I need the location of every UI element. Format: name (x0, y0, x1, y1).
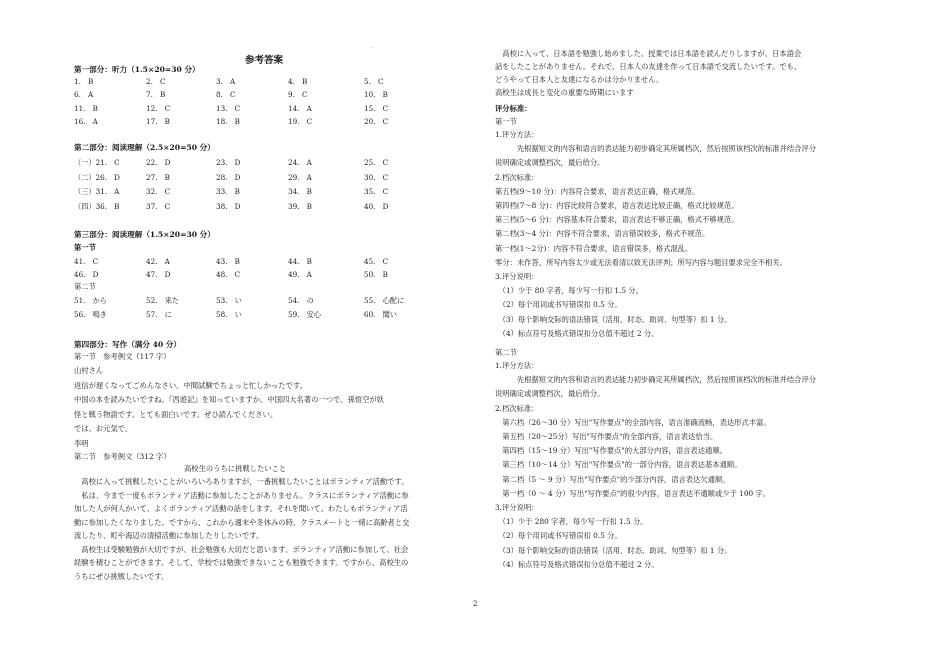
answer-cell: 41. C (74, 257, 99, 266)
part4-section1-label: 第一节 参考例文（117 字） (74, 352, 171, 361)
text-line: 第六档（26～30 分）写出"写作要点"的全部内容，语言准确流畅，表达形式丰富。 (495, 417, 771, 427)
answer-cell: 33. B (216, 187, 240, 196)
answer-cell: 55. 心配に (364, 296, 405, 305)
part3-section2-label: 第二节 (74, 282, 96, 291)
answer-cell: 35. C (364, 187, 389, 196)
part1-heading: 第一部分：听力（1.5×20=30 分） (74, 65, 200, 74)
answer-cell: 43. B (216, 257, 240, 266)
answer-cell: （四）36. B (74, 201, 120, 211)
text-line: 3.评分说明： (495, 272, 539, 281)
text-line: 2.档次标准： (495, 403, 539, 413)
text-line: （4）标点符号及格式错误扣分总值不超过 2 分。 (495, 328, 659, 338)
criteria-section2-label: 第二节 (495, 348, 517, 357)
text-line: 怪と戦う物語です。とても面白いです。ぜひ読んでください。 (74, 409, 278, 419)
part4-section2-label: 第二节 参考例文（312 字） (74, 452, 171, 461)
answer-cell: 30. C (364, 172, 389, 182)
text-line: （3）每个影响交际的语法错误（活用、时态、助词、句型等）扣 1 分。 (495, 314, 732, 324)
answer-cell: 18. B (216, 116, 240, 126)
answer-cell: 17. B (146, 116, 170, 126)
answer-cell: 53. い (216, 296, 242, 305)
text-line: 経験を積むことができます。そして、学校では勉強できないことも勉強できます。ですから、高校生の (74, 558, 409, 567)
text-line: 1.评分方法： (495, 361, 539, 370)
answer-cell: 58. い (216, 310, 242, 319)
answer-cell: 9. C (288, 90, 308, 100)
text-line: 第四档（15～19 分）写出"写作要点"的大部分内容，语言表达通顺。 (495, 446, 727, 456)
answer-cell: 56. 鳴き (74, 310, 107, 319)
answer-cell: 57. に (146, 310, 172, 319)
text-line: 私は、今まで一度もボランティア活動に参加したことがありません。クラスにボランティア活動に参 (74, 490, 409, 500)
answer-cell: 40. D (364, 201, 389, 211)
text-line: （2）每个用词或书写错误扣 0.5 分。 (495, 531, 622, 541)
answer-cell: 19. C (288, 116, 313, 126)
text-line: どうやって日本人と友達になるかは分かりません。 (495, 75, 664, 84)
answer-cell: 60. 聞い (364, 310, 397, 319)
answer-cell: （二）26. D (74, 172, 120, 182)
text-line: 先根据短文的内容和语言的表达能力初步确定其所属档次，然后按照该档次的标准并结合评分 (495, 144, 817, 154)
text-line: では、お元気で。 (74, 424, 133, 433)
answer-cell: 59. 安心 (288, 310, 321, 319)
text-line: 第五档（20～25分）写出"写作要点"的全部内容，语言表达恰当。 (495, 432, 718, 441)
text-line: 流したり、町や海辺の清掃活動に参加したりしたいです。 (74, 531, 264, 540)
answer-cell: 49. A (288, 270, 312, 280)
answer-cell: 23. D (216, 158, 241, 167)
part4-heading: 第四部分：写作（满分 40 分） (74, 340, 181, 349)
text-line: 第一档(1～2分)：内容不符合要求，语言错误多，格式混乱。 (495, 243, 693, 253)
answer-cell: 51. から (74, 296, 107, 305)
answer-cell: 38. D (216, 201, 241, 211)
answer-cell: 27. B (146, 172, 170, 182)
criteria-section1-label: 第一节 (495, 117, 517, 126)
text-line: 说明确定或调整档次，最后给分。 (495, 389, 605, 399)
text-line: 零分：未作答，所写内容太少或无法看清以致无法评判；所写内容与题目要求完全不相关。 (495, 257, 787, 267)
answer-cell: 22. D (146, 158, 171, 167)
page-number: 2 (473, 600, 478, 608)
part2-heading: 第二部分：阅读理解（2.5×20=50 分） (74, 143, 215, 152)
answer-cell: 12. C (146, 103, 171, 113)
answer-cell: 20. C (364, 116, 389, 126)
answer-cell: 5. C (364, 77, 384, 86)
answer-cell: 42. A (146, 257, 170, 266)
text-line: 李明 (74, 438, 89, 448)
answer-cell: 45. C (364, 257, 389, 266)
answer-cell: 48. C (216, 270, 241, 280)
answer-cell: 15. C (364, 103, 389, 113)
text-line: 第一档（0 ～ 4 分）写出"写作要点"的很少内容，语言表达不通顺或少于 100 字。 (495, 488, 771, 498)
answer-cell: 7. B (146, 90, 166, 100)
answer-cell: 4. B (288, 77, 308, 86)
text-line: 第二档(3～4 分)：内容不符合要求，语言错误较多，格式不规范。 (495, 229, 710, 239)
answer-cell: 37. C (146, 201, 171, 211)
text-line: 中国の本を読みたいですね。『西遊記』を知っていますか。中国四大名著の一つで、孫悟空が妖 (74, 395, 384, 404)
answer-cell: 46. D (74, 270, 99, 280)
part3-heading: 第三部分：阅读理解（1.5×20=30 分） (74, 230, 215, 239)
text-line: 第二档（5 ～ 9 分）写出"写作要点"的少部分内容，语言表达欠通顺。 (495, 474, 730, 484)
answer-cell: 1. B (74, 77, 94, 86)
text-line: 1.评分方法： (495, 130, 539, 139)
text-line: （2）每个用词或书写错误扣 0.5 分。 (495, 300, 622, 310)
answer-cell: 28. D (216, 172, 241, 182)
answer-cell: 44. B (288, 257, 312, 266)
answer-cell: 16. A (74, 116, 98, 126)
answer-cell: 8. C (216, 90, 236, 100)
text-line: （4）标点符号及格式错误扣分总值不超过 2 分。 (495, 559, 659, 569)
text-line: 動に参加したくなりました。ですから、これから週末や冬休みの時、クラスメートと一緒に高齢者と交 (74, 517, 410, 527)
answer-cell: 34. B (288, 187, 312, 196)
answer-cell: 54. の (288, 296, 314, 305)
text-line: 高校に入って挑戦したいことがいろいろありますが，一番挑戦したいことはボランティア活動です。 (74, 477, 409, 486)
answer-cell: 10. B (364, 90, 388, 100)
answer-cell: 3. A (216, 77, 236, 86)
text-line: 話をしたことがありません。それで、日本人の友達を作って日本語で交流したいです。でも、 (495, 62, 802, 71)
answer-cell: （一）21. C (74, 158, 120, 167)
answer-cell: 32. C (146, 187, 171, 196)
text-line: 第四档(7～8 分)：内容比较符合要求，语言表达比较正确，格式比较规范。 (495, 201, 739, 210)
text-line: （1）少于 280 字者，每少写一行扣 1.5 分。 (495, 517, 648, 527)
text-line: 第三档(5～6 分)：内容基本符合要求，语言表达不够正确，格式不够规范。 (495, 215, 739, 225)
text-line: 高校生は受験勉強が大切ですが、社会勉強も大切だと思います。ボランティア活動に参加して、社会 (74, 544, 409, 554)
page-title: 参考答案 (245, 55, 284, 66)
part3-section1-label: 第一节 (74, 243, 96, 252)
answer-cell: （三）31. A (74, 187, 120, 196)
criteria-heading: 评分标准： (495, 104, 532, 113)
text-line: 3.评分说明： (495, 503, 539, 512)
text-line: （3）每个影响交际的语法错误（活用、时态、助词、句型等）扣 1 分。 (495, 545, 732, 555)
text-line: （1）少于 80 字者，每少写一行扣 1.5 分。 (495, 286, 643, 296)
answer-cell: 13. C (216, 103, 241, 113)
text-line: 先根据短文的内容和语言的表达能力初步确定其所属档次，然后按照该档次的标准并结合评分 (495, 375, 817, 385)
text-line: 说明确定或调整档次，最后给分。 (495, 158, 605, 168)
text-line: 返信が遅くなってごめんなさい。中間試験でちょっと忙しかったです。 (74, 380, 307, 390)
answer-cell: 25. C (364, 158, 389, 167)
answer-cell: 6. A (74, 90, 94, 100)
text-line: 第五档(9～10 分)：内容符合要求，语言表达正确，格式规范。 (495, 186, 700, 196)
text-line: うちにぜひ挑戦したいです。 (74, 571, 169, 581)
answer-cell: 29. A (288, 172, 312, 182)
answer-cell: 47. D (146, 270, 171, 280)
text-line: 高校に入って、日本語を勉強し始めました。授業では日本語を読んだりしますが、日本語会 (495, 49, 802, 58)
answer-cell: 2. C (146, 77, 166, 86)
text-line: 2.档次标准： (495, 172, 539, 182)
answer-cell: 14. A (288, 103, 312, 113)
text-line: 高校生は成長と変化の重要な時期にいます (495, 88, 634, 97)
answer-cell: 11. B (74, 103, 98, 113)
answer-cell: 39. B (288, 201, 312, 211)
answer-cell: 24. A (288, 158, 312, 167)
text-line: 加した人が何人かいて、よくボランティア活動の話をします。それを聞いて、わたしもボランティア活 (74, 504, 408, 513)
text-line: 第三档（10～14 分）写出"写作要点"的一部分内容，语言表达基本通顺。 (495, 460, 742, 470)
answer-cell: 52. 来た (146, 296, 179, 305)
text-line: 山村さん (74, 366, 104, 375)
scan-mark: . (372, 43, 374, 50)
essay2-title: 高校生のうちに挑戦したいこと (184, 464, 287, 473)
answer-cell: 50. B (364, 270, 388, 280)
